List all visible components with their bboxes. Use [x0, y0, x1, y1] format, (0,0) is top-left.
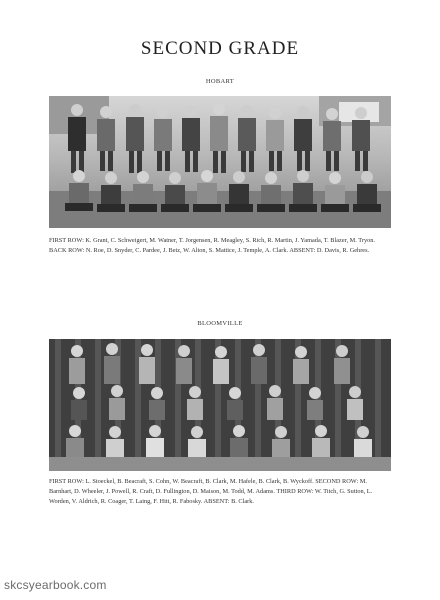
section-heading-bloomville: BLOOMVILLE	[197, 320, 243, 327]
class-photo-hobart	[49, 96, 391, 228]
section-heading-hobart: HOBART	[205, 78, 235, 85]
caption-bloomville: FIRST ROW: L. Stoeckel, B. Beacraft, S. Cohn, W. Beacraft, B. Clark, M. Hafele, B. Clark, B. Wyckoff. SECOND ROW: M. Barnhart, D. Wheeler, J. Powell, R. Craft, D. Fullington, D. Maison, M. Todd, M. Adams. THIRD ROW: W. Titch, G. Sutton, L. Worden, V. Aldrich, R. Coager, T. Laing, F. Hitt, R. Fabosky. ABSENT: B. Clark.	[49, 478, 373, 505]
page-title: SECOND GRADE	[140, 38, 300, 59]
watermark: skcsyearbook.com	[4, 578, 107, 592]
class-photo-bloomville	[49, 339, 391, 471]
caption-hobart: FIRST ROW: K. Grant, C. Schweigert, M. Watner, T. Jorgensen, R. Meagley, S. Rich, R. Martin, J. Yamada, T. Blazer, M. Tryon. BACK ROW: N. Roe, D. Snyder, C. Pardee, J. Betz, W. Alton, S. Mattice, J. Temple, A. Clark. ABSENT: D. Davis, R. Gehres.	[49, 237, 375, 254]
